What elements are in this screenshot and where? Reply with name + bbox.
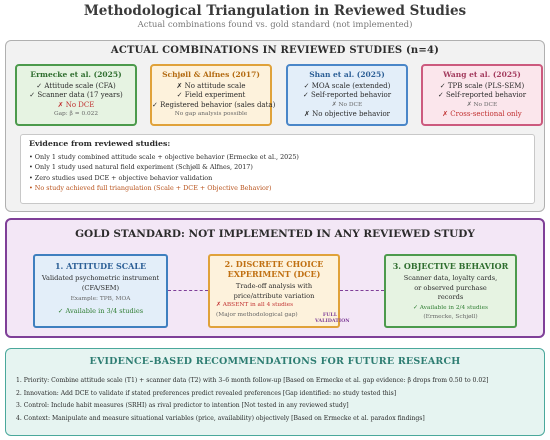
connector-dashed-line xyxy=(340,290,384,291)
evidence-item: • Only 1 study used natural field experiment (Schjøll & Alfnes, 2017) xyxy=(29,163,253,171)
study-note: No gap analysis possible xyxy=(174,111,248,117)
study-line: ✓ Self-reported behavior xyxy=(437,91,527,99)
box-description: Validated psychometric instrument (CFA/SEM) xyxy=(41,274,160,292)
recommendations-list xyxy=(16,375,541,425)
connector-dashed-line xyxy=(168,290,208,291)
recommendation-item: 4. Context: Manipulate and measure situational variables (price, availability) objectively [Based on Ermecke et al. paradox findings] xyxy=(16,414,425,422)
box-title: 1. ATTITUDE SCALE xyxy=(54,261,147,271)
study-card-schjoll xyxy=(150,64,276,126)
study-name: Shan et al. (2025) xyxy=(309,70,385,79)
study-name: Schjøll & Alfnes (2017) xyxy=(162,70,260,79)
box-description: Trade-off analysis with price/attribute variation xyxy=(233,282,315,300)
study-line: ✓ MOA scale (extended) xyxy=(303,81,391,90)
study-card-wang xyxy=(421,64,543,126)
box-title: 2. DISCRETE CHOICE EXPERIMENT (DCE) xyxy=(224,259,324,279)
box-example: Example: TPB, MOA xyxy=(70,296,131,302)
page-title: Methodological Triangulation in Reviewed Studies xyxy=(83,3,467,19)
study-card-ermecke xyxy=(15,64,137,126)
recommendation-item: 2. Innovation: Add DCE to validate if stated preferences predict revealed preferences [Gap identified: no study tested this] xyxy=(16,389,397,397)
study-note: Gap: β = 0.022 xyxy=(53,111,99,117)
box-title: 3. OBJECTIVE BEHAVIOR xyxy=(392,261,509,271)
study-line: ✓ Field experiment xyxy=(176,91,246,99)
study-card-shan xyxy=(286,64,408,126)
study-line: ✗ No DCE xyxy=(331,101,363,108)
box-extra: (Major methodological gap) xyxy=(216,311,298,318)
evidence-item: • Zero studies used DCE + objective behavior validation xyxy=(29,173,213,182)
objective-behavior-box xyxy=(384,254,517,328)
study-line: ✓ Scanner data (17 years) xyxy=(29,91,123,99)
evidence-item: • No study achieved full triangulation (Scale + DCE + Objective Behavior) xyxy=(29,184,272,192)
attitude-scale-box xyxy=(33,254,168,328)
study-name: Wang et al. (2025) xyxy=(443,70,521,79)
study-line: ✗ Cross-sectional only xyxy=(442,110,522,118)
study-name: Ermecke et al. (2025) xyxy=(30,70,122,79)
study-line: ✗ No objective behavior xyxy=(303,110,391,118)
box-status: ✗ ABSENT in all 4 studies xyxy=(216,302,294,308)
study-line: ✗ No DCE xyxy=(57,100,95,109)
actual-combinations-heading: ACTUAL COMBINATIONS IN REVIEWED STUDIES (n=4) xyxy=(110,45,440,56)
study-line: ✓ Self-reported behavior xyxy=(302,91,392,99)
study-line: ✓ Attitude scale (CFA) xyxy=(36,81,116,90)
page-subtitle: Actual combinations found vs. gold standard (not implemented) xyxy=(137,20,413,30)
full-validation-label: FULL VALIDATION xyxy=(315,312,350,324)
study-line: ✗ No attitude scale xyxy=(176,81,246,90)
evidence-box xyxy=(20,134,535,204)
evidence-item: • Only 1 study combined attitude scale + objective behavior (Ermecke et al., 2025) xyxy=(29,152,299,161)
recommendations-heading: EVIDENCE-BASED RECOMMENDATIONS FOR FUTURE RESEARCH xyxy=(89,356,461,367)
box-extra: (Ermecke, Schjøll) xyxy=(423,314,478,320)
box-status: ✓ Available in 2/4 studies xyxy=(413,304,488,311)
evidence-heading: Evidence from reviewed studies: xyxy=(29,139,171,148)
recommendation-item: 1. Priority: Combine attitude scale (T1) + scanner data (T2) with 3–6 month follow-up [Based on Ermecke et al. gap evidence: β drops from 0.50 to 0.02] xyxy=(16,377,489,384)
box-status: ✓ Available in 3/4 studies xyxy=(57,306,144,315)
study-line: ✗ No DCE xyxy=(466,101,498,108)
recommendation-item: 3. Control: Include habit measures (SRHI) as rival predictor to intention [Not tested in any reviewed study] xyxy=(16,402,349,409)
study-line: ✓ TPB scale (PLS-SEM) xyxy=(439,81,525,90)
box-description: Scanner data, loyalty cards, or observed purchase records xyxy=(403,274,498,301)
study-line: ✓ Registered behavior (sales data) xyxy=(152,100,276,109)
gold-standard-heading: GOLD STANDARD: NOT IMPLEMENTED IN ANY REVIEWED STUDY xyxy=(75,228,475,240)
